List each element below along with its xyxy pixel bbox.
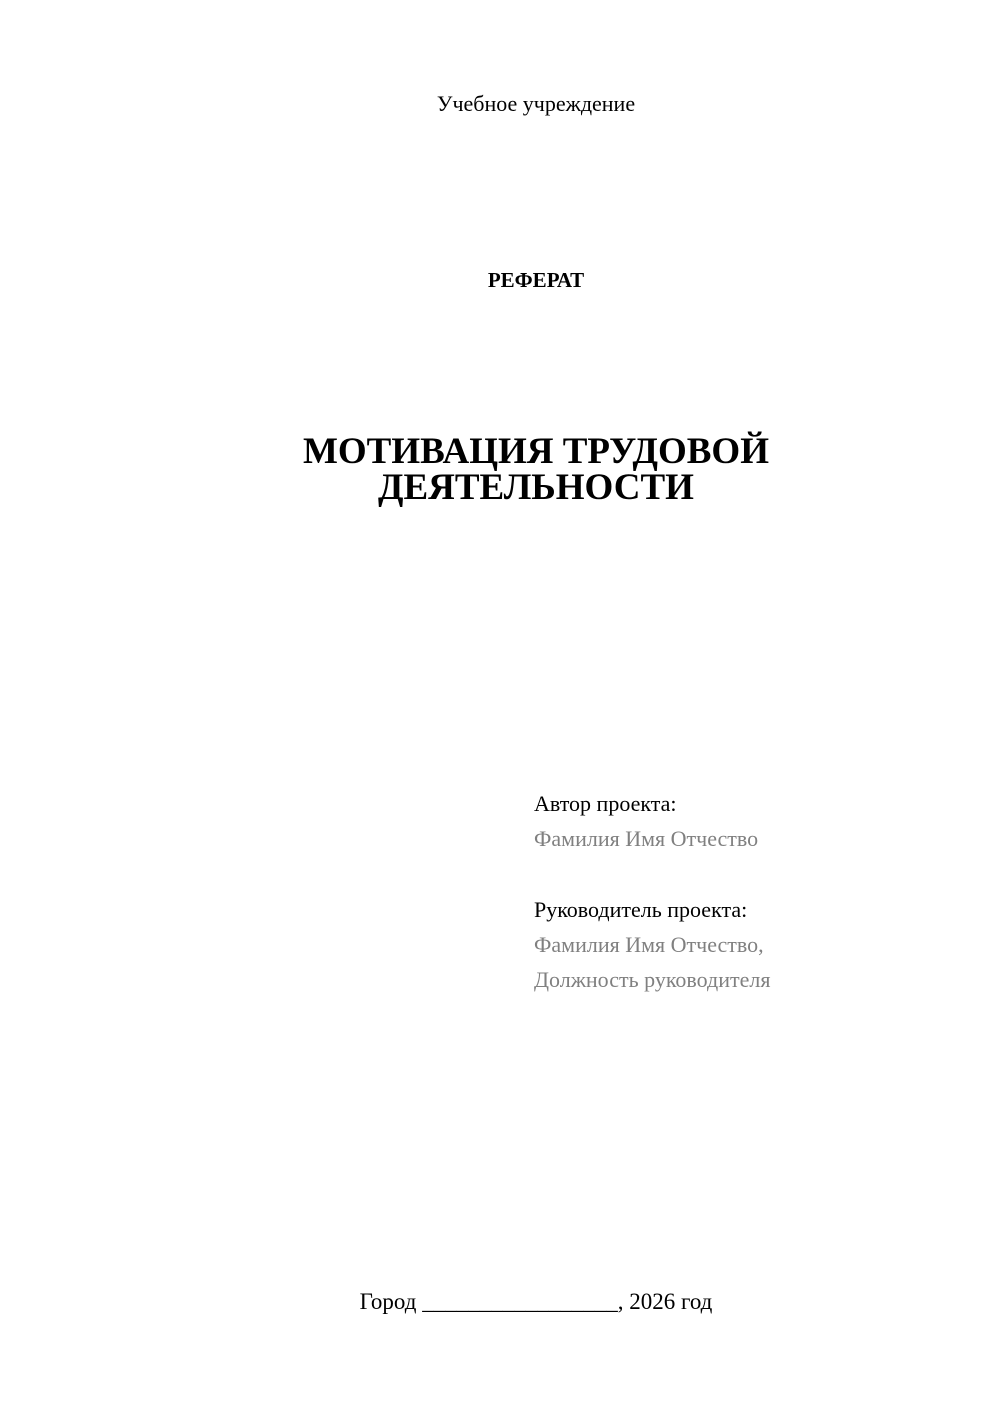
author-name: Фамилия Имя Отчество (534, 826, 759, 851)
year: , 2026 год (617, 1289, 713, 1314)
author-block (534, 786, 758, 856)
document-title (72, 431, 1000, 508)
document-type: РЕФЕРАТ (487, 268, 585, 292)
supervisor-name: Фамилия Имя Отчество, (534, 932, 764, 957)
footer-city-year (72, 1289, 1000, 1315)
supervisor-position: Должность руководителя (534, 967, 771, 992)
supervisor-block (534, 892, 770, 997)
title-line-2: ДЕЯТЕЛЬНОСТИ (378, 467, 694, 508)
institution: Учебное учреждение (436, 91, 636, 116)
author-label: Автор проекта: (534, 791, 677, 816)
city-label: Город (359, 1289, 417, 1314)
supervisor-label: Руководитель проекта: (534, 897, 748, 922)
city-blank: _________________ (422, 1289, 618, 1314)
title-line-1: МОТИВАЦИЯ ТРУДОВОЙ (302, 431, 769, 472)
